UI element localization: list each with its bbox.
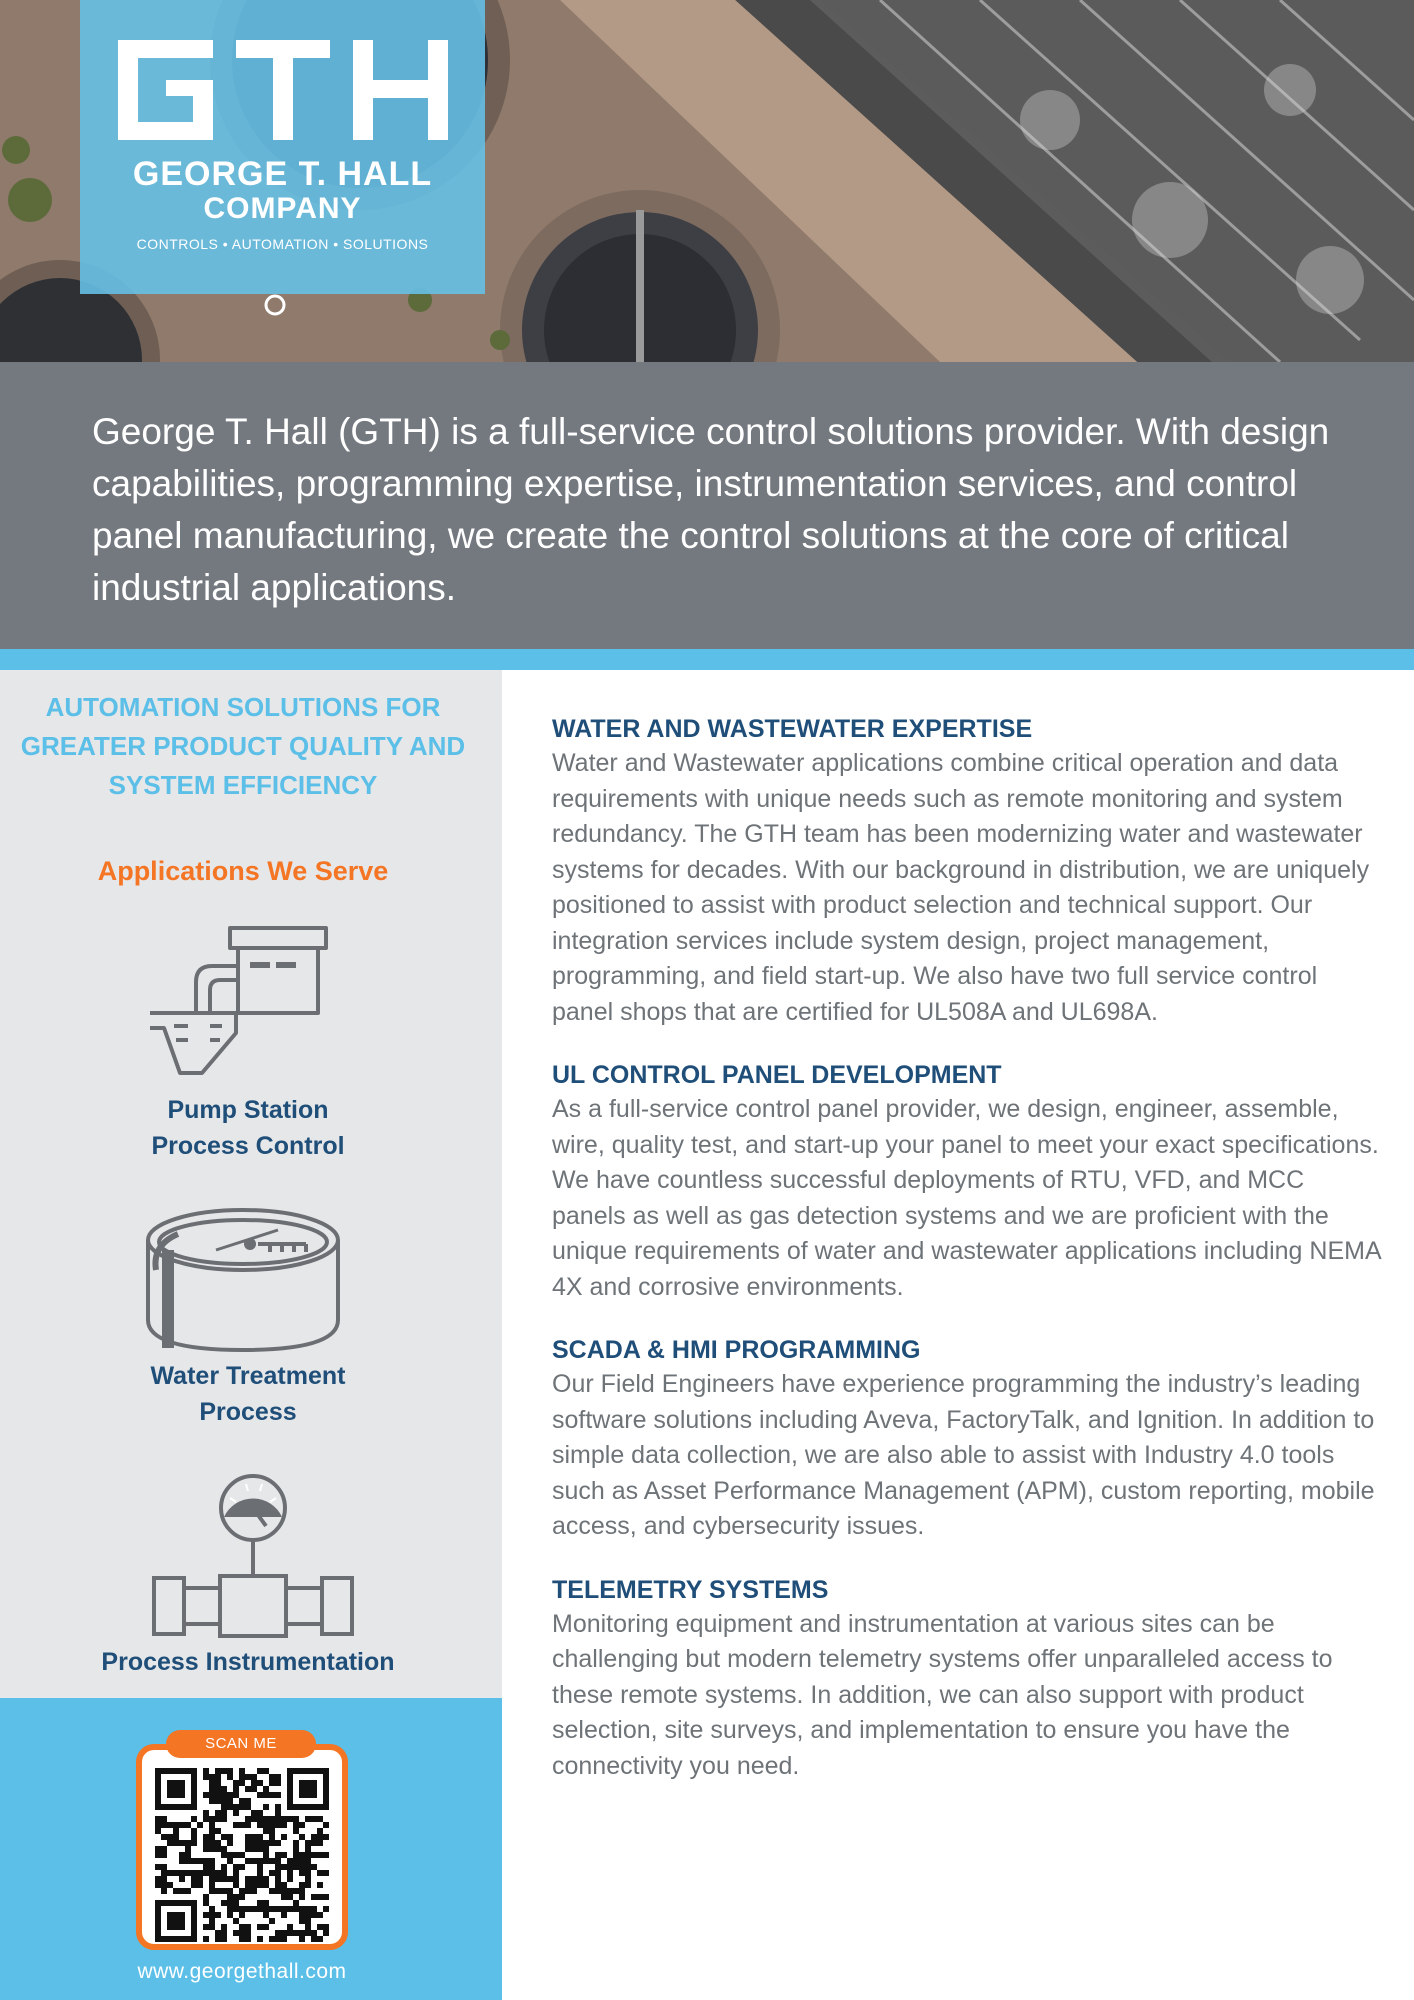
section-title: TELEMETRY SYSTEMS — [552, 1575, 829, 1604]
section-body: Our Field Engineers have experience programming the industry’s leading software solutions including Aveva, FactoryTalk, and Ignition. In addition to simple data collection, we are also able to assist with Industry 4.0 tools such as Asset Performance Management (APM), custom reporting, mobile access, and cybersecurity issues. — [552, 1370, 1375, 1540]
pump-station-icon — [140, 918, 340, 1088]
company-logo — [80, 0, 485, 294]
section-water-wastewater — [552, 712, 1382, 1030]
section-telemetry — [552, 1573, 1382, 1785]
section-title: WATER AND WASTEWATER EXPERTISE — [552, 715, 1033, 743]
section-body: Monitoring equipment and instrumentation at various sites can be challenging but modern telemetry systems offer unparalleled access to these remote systems. In addition, we can also support with product selection, site surveys, and implementation to ensure you have the connectivity you need. — [552, 1609, 1333, 1780]
intro-band — [0, 362, 1414, 649]
water-treatment-tank-icon — [138, 1200, 348, 1360]
application-label-pump-station: Pump Station Process Control — [151, 1096, 345, 1160]
sidebar-heading: AUTOMATION SOLUTIONS FOR GREATER PRODUCT QUALITY AND SYSTEM EFFICIENCY — [20, 692, 466, 800]
application-label-process-instrumentation: Process Instrumentation — [101, 1648, 395, 1676]
section-ul-control-panel — [552, 1058, 1382, 1305]
application-label-water-treatment: Water Treatment Process — [150, 1362, 346, 1426]
website-link[interactable]: www.georgethall.com — [137, 1960, 347, 1983]
intro-text: George T. Hall (GTH) is a full-service control solutions provider. With design capabilities, programming expertise, instrumentation services, and control panel manufacturing, we create the control solutions at the core of critical industrial applications. — [92, 411, 1330, 608]
section-title: UL CONTROL PANEL DEVELOPMENT — [552, 1061, 1002, 1089]
hero-banner — [0, 0, 1414, 362]
pressure-gauge-pipe-icon — [150, 1470, 360, 1640]
content-column — [552, 712, 1382, 1812]
section-scada-hmi — [552, 1333, 1382, 1545]
company-tagline: CONTROLS • AUTOMATION • SOLUTIONS — [136, 236, 429, 252]
company-name-line2: COMPANY — [203, 192, 362, 225]
sidebar — [0, 670, 502, 1698]
applications-heading: Applications We Serve — [97, 856, 389, 886]
gth-logo-mark-icon — [118, 40, 448, 140]
scan-me-label: SCAN ME — [166, 1730, 316, 1758]
section-title: SCADA & HMI PROGRAMMING — [552, 1336, 921, 1364]
company-name-line1: GEORGE T. HALL — [132, 155, 433, 193]
qr-panel — [0, 1698, 502, 2000]
section-body: As a full-service control panel provider, we design, engineer, assemble, wire, quality test, and start-up your panel to meet your exact specifications. We have countless successful deployments of RTU, VFD, and MCC panels as well as gas detection systems and we are proficient with the unique requirements of water and wastewater applications including NEMA 4X and corrosive environments. — [552, 1095, 1381, 1301]
divider-rule — [0, 649, 1414, 670]
section-body: Water and Wastewater applications combine critical operation and data requirements with unique needs such as remote monitoring and system redundancy. The GTH team has been modernizing water and wastewater systems for decades. With our background in distribution, we are uniquely positioned to assist with product selection and technical support. Our integration services include system design, project management, programming, and field start-up. We also have two full service control panel shops that are certified for UL508A and UL698A. — [552, 749, 1370, 1026]
qr-code-icon[interactable] — [155, 1768, 329, 1942]
